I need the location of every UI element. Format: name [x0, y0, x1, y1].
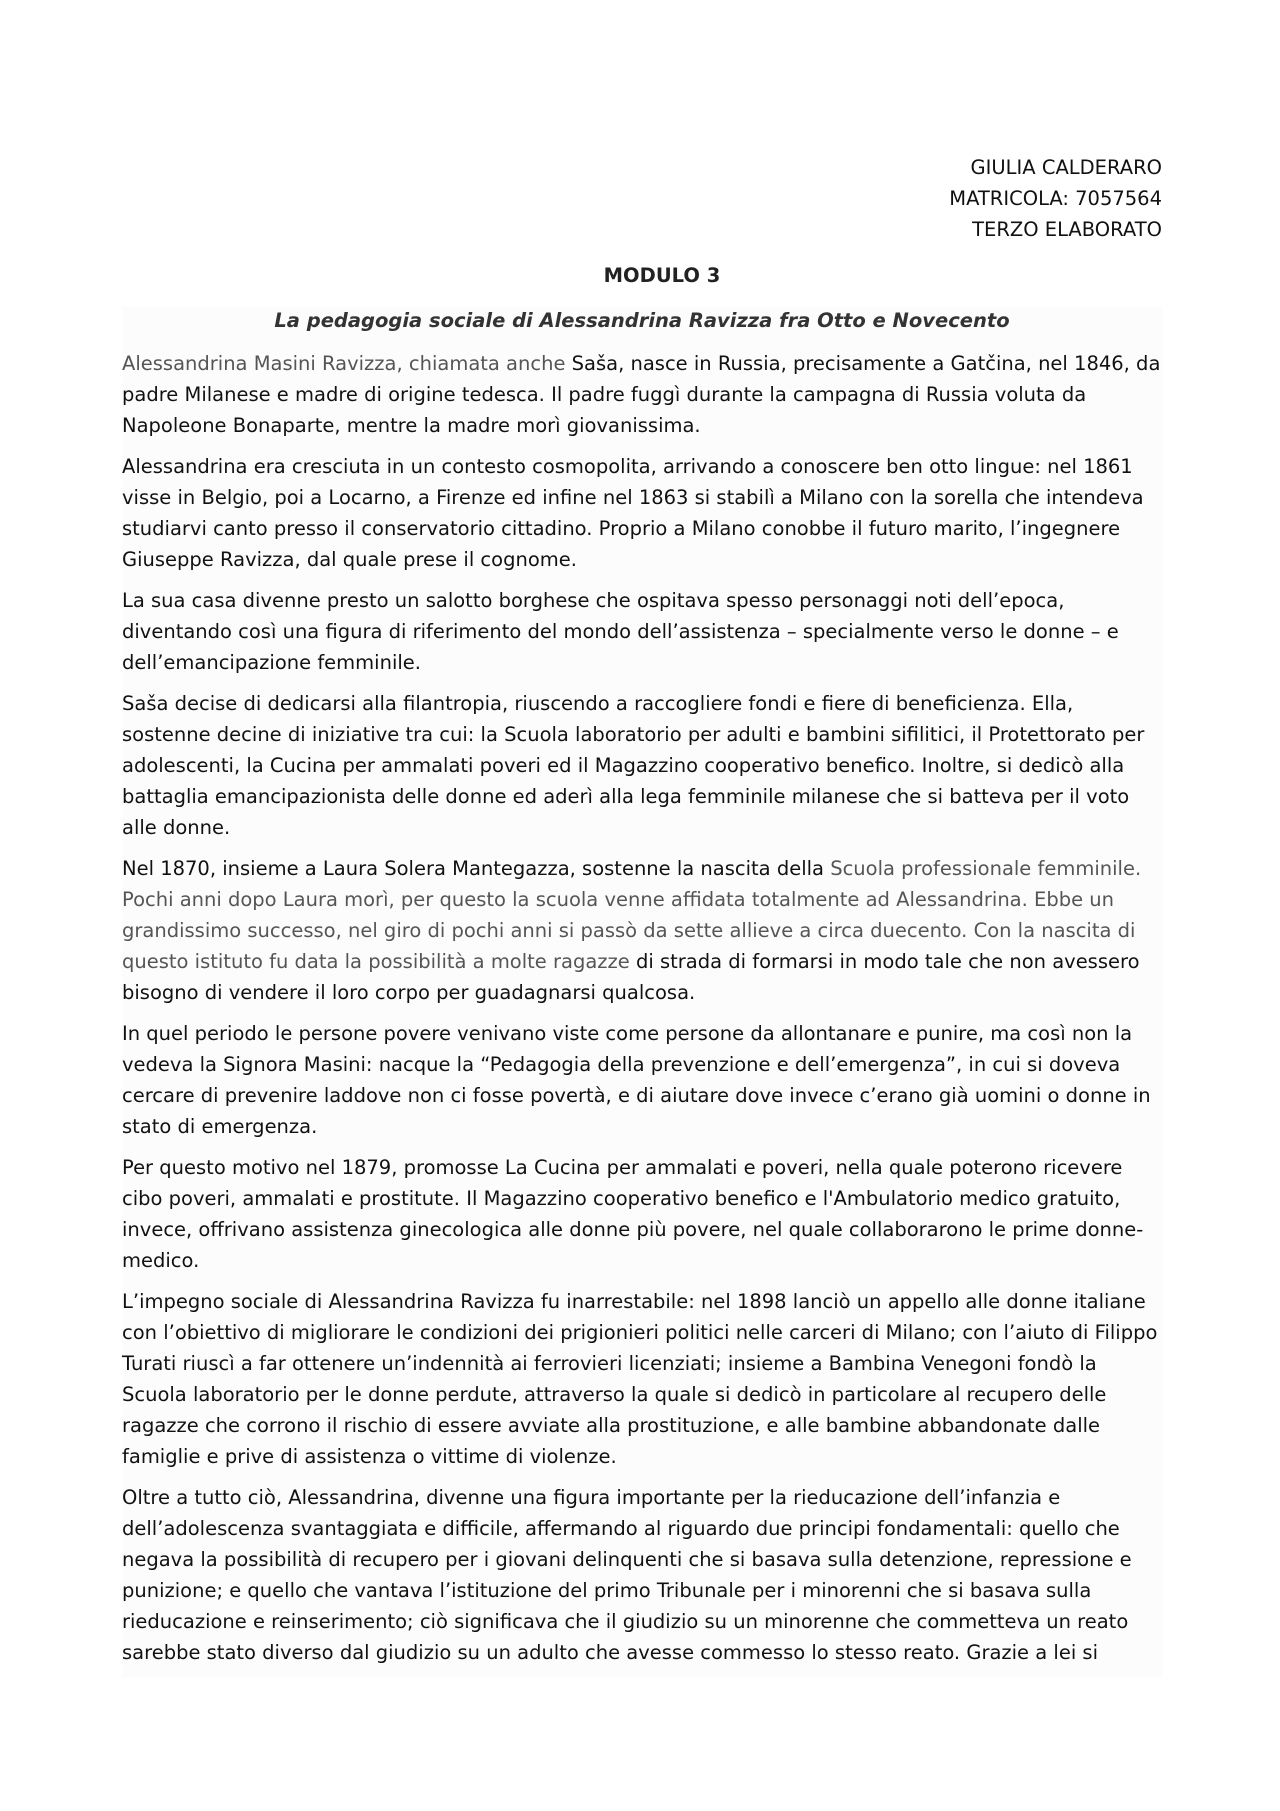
paragraph-9: Oltre a tutto ciò, Alessandrina, divenne una figura importante per la rieducazione dell’infanzia e dell’adolescenza svantaggiata e difficile, affermando al riguardo due principi fondamentali: quello che negava la possibilità di recupero per i giovani delinquenti che si basava sulla detenzione, repressione e punizione; e quello che vantava l’istituzione del primo Tribunale per i minorenni che si basava sulla rieducazione e reinserimento; ciò significava che il giudizio su un minorenne che commetteva un reato sarebbe stato diverso dal giudizio su un adulto che avesse commesso lo stesso reato. Grazie a lei si: [122, 1486, 1132, 1664]
module-title: MODULO 3: [603, 264, 721, 287]
paragraph-1: [122, 348, 1162, 441]
document-body: [122, 306, 1162, 1678]
paragraph-1-text: Saša, nasce in Russia, precisamente a Gatčina, nel 1846, da padre Milanese e madre di origine tedesca. Il padre fuggì durante la campagna di Russia voluta da Napoleone Bonaparte, mentre la madre morì giovanissima.: [122, 352, 1161, 437]
paragraph-5-tail: di strada di formarsi in modo tale che non avessero bisogno di vendere il loro corpo per guadagnarsi qualcosa.: [122, 950, 1140, 1004]
paragraph-6: In quel periodo le persone povere venivano viste come persone da allontanare e punire, ma così non la vedeva la Signora Masini: nacque la “Pedagogia della prevenzione e dell’emergenza”, in cui si doveva cercare di prevenire laddove non ci fosse povertà, e di aiutare dove invece c’erano già uomini o donne in stato di emergenza.: [122, 1022, 1151, 1138]
paragraph-1-lead: Alessandrina Masini Ravizza, chiamata anche: [122, 352, 572, 375]
author-name: GIULIA CALDERARO: [970, 156, 1162, 179]
document-subtitle: La pedagogia sociale di Alessandrina Ravizza fra Otto e Novecento: [274, 309, 1010, 332]
assignment-label: TERZO ELABORATO: [972, 218, 1162, 241]
paragraph-5-lead: Nel 1870, insieme a Laura Solera Mantegazza, sostenne la nascita della: [122, 857, 831, 880]
paragraph-7: Per questo motivo nel 1879, promosse La Cucina per ammalati e poveri, nella quale poterono ricevere cibo poveri, ammalati e prostitute. Il Magazzino cooperativo benefico e l'Ambulatorio medico gratuito, invece, offrivano assistenza ginecologica alle donne più povere, nel quale collaborarono le prime donne-medico.: [122, 1156, 1144, 1272]
paragraph-4: Saša decise di dedicarsi alla filantropia, riuscendo a raccogliere fondi e fiere di beneficienza. Ella, sostenne decine di iniziative tra cui: la Scuola laboratorio per adulti e bambini sifilitici, il Protettorato per adolescenti, la Cucina per ammalati poveri ed il Magazzino cooperativo benefico. Inoltre, si dedicò alla battaglia emancipazionista delle donne ed aderì alla lega femminile milanese che si batteva per il voto alle donne.: [122, 692, 1145, 839]
paragraph-3: La sua casa divenne presto un salotto borghese che ospitava spesso personaggi noti dell’epoca, diventando così una figura di riferimento del mondo dell’assistenza – specialmente verso le donne – e dell’emancipazione femminile.: [122, 589, 1119, 674]
paragraph-5: [122, 853, 1162, 1008]
student-id: MATRICOLA: 7057564: [949, 187, 1162, 210]
paragraph-8: L’impegno sociale di Alessandrina Ravizza fu inarrestabile: nel 1898 lanciò un appello alle donne italiane con l’obiettivo di migliorare le condizioni dei prigionieri politici nelle carceri di Milano; con l’aiuto di Filippo Turati riuscì a far ottenere un’indennità ai ferrovieri licenziati; insieme a Bambina Venegoni fondò la Scuola laboratorio per le donne perdute, attraverso la quale si dedicò in particolare al recupero delle ragazze che corrono il rischio di essere avviate alla prostituzione, e alle bambine abbandonate dalle famiglie e prive di assistenza o vittime di violenze.: [122, 1290, 1158, 1468]
header-block: [949, 152, 1162, 245]
paragraph-5-middle: Scuola professionale femminile. Pochi anni dopo Laura morì, per questo la scuola venne affidata totalmente ad Alessandrina. Ebbe un grandissimo successo, nel giro di pochi anni si passò da sette allieve a circa duecento. Con la nascita di questo istituto fu data la possibilità a molte ragazze: [122, 857, 1142, 973]
paragraph-2: Alessandrina era cresciuta in un contesto cosmopolita, arrivando a conoscere ben otto lingue: nel 1861 visse in Belgio, poi a Locarno, a Firenze ed infine nel 1863 si stabilì a Milano con la sorella che intendeva studiarvi canto presso il conservatorio cittadino. Proprio a Milano conobbe il futuro marito, l’ingegnere Giuseppe Ravizza, dal quale prese il cognome.: [122, 455, 1144, 571]
